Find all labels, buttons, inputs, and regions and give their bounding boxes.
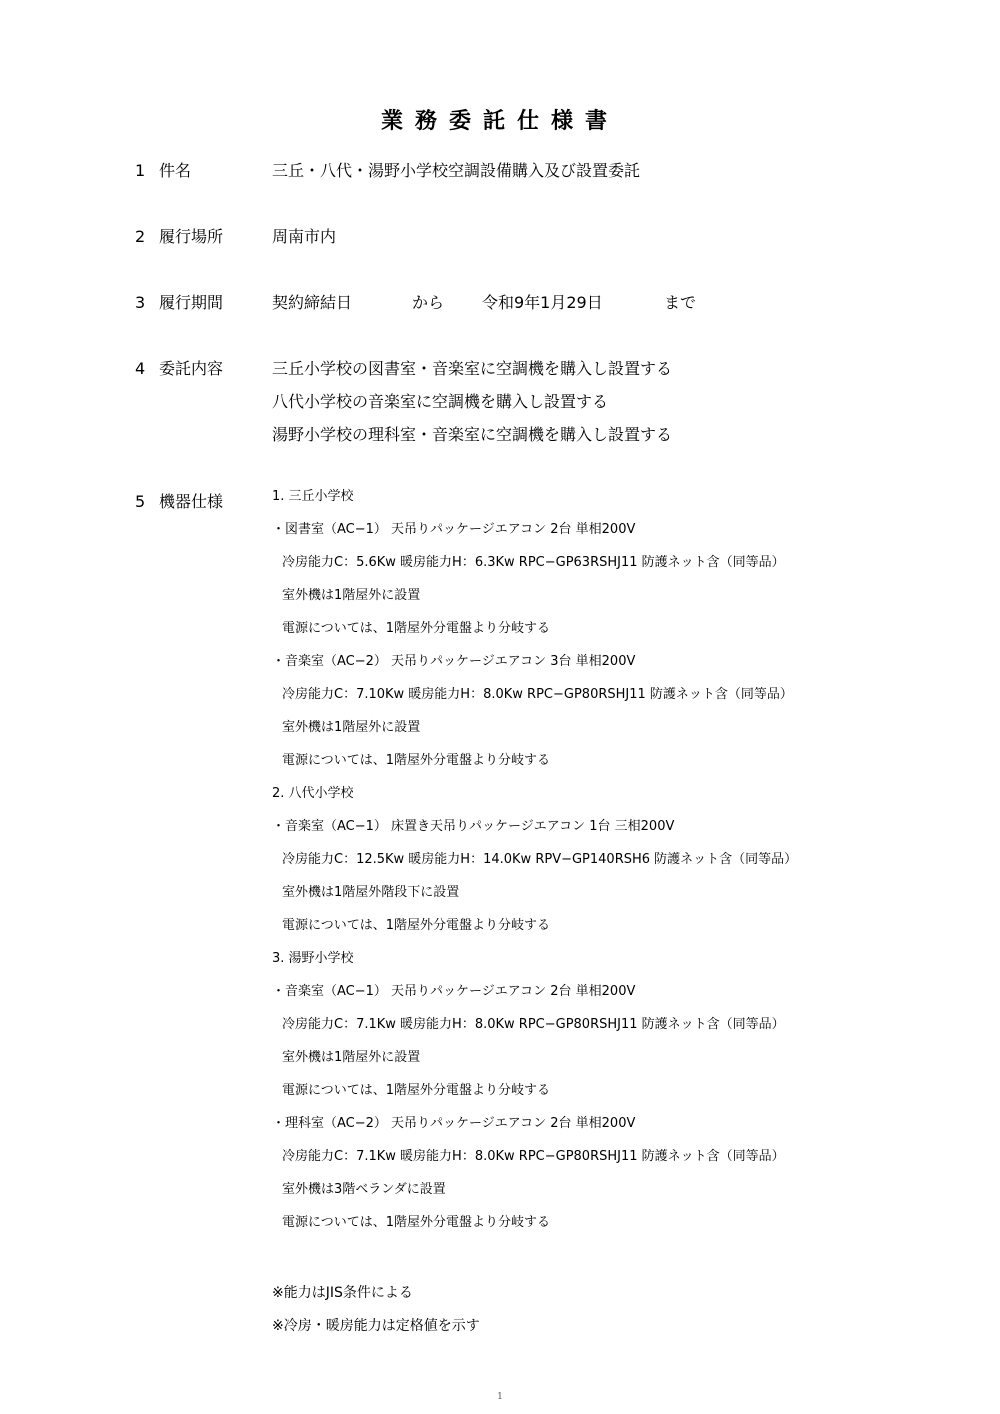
subject-value: 三丘・八代・湯野小学校空調設備購入及び設置委託 xyxy=(272,161,641,180)
period-from: から xyxy=(412,293,445,312)
outdoor-unit-line: 室外機は3階ベランダに設置 xyxy=(282,1182,446,1197)
section-title: 機器仕様 xyxy=(159,492,224,511)
note-line: ※冷房・暖房能力は定格値を示す xyxy=(272,1318,480,1334)
school-heading: 3. 湯野小学校 xyxy=(272,951,354,966)
note-line: ※能力はJIS条件による xyxy=(272,1285,413,1301)
section-number: 2 xyxy=(135,227,146,246)
outdoor-unit-line: 室外機は1階屋外に設置 xyxy=(282,720,421,735)
section-number: 4 xyxy=(135,359,146,378)
room-spec: ・理科室（AC−2） 天吊りパッケージエアコン 2台 単相200V xyxy=(272,1116,636,1131)
section-title: 委託内容 xyxy=(159,359,224,378)
content-line: 三丘小学校の図書室・音楽室に空調機を購入し設置する xyxy=(272,359,673,378)
section-number: 5 xyxy=(135,492,146,511)
room-spec: ・音楽室（AC−1） 天吊りパッケージエアコン 2台 単相200V xyxy=(272,984,636,999)
power-line: 電源については、1階屋外分電盤より分岐する xyxy=(282,1215,551,1230)
section-2-label xyxy=(135,224,223,247)
period-value xyxy=(272,290,772,310)
period-start: 契約締結日 xyxy=(272,293,353,312)
school-heading: 1. 三丘小学校 xyxy=(272,489,354,504)
power-line: 電源については、1階屋外分電盤より分岐する xyxy=(282,621,551,636)
power-line: 電源については、1階屋外分電盤より分岐する xyxy=(282,753,551,768)
room-spec: ・音楽室（AC−1） 床置き天吊りパッケージエアコン 1台 三相200V xyxy=(272,819,675,834)
section-1-label xyxy=(135,158,191,181)
section-number: 1 xyxy=(135,161,146,180)
capacity-line: 冷房能力C：12.5Kw 暖房能力H：14.0Kw RPV−GP140RSH6 防護ネット含（同等品） xyxy=(282,852,798,867)
power-line: 電源については、1階屋外分電盤より分岐する xyxy=(282,1083,551,1098)
section-title: 履行場所 xyxy=(159,227,224,246)
section-number: 3 xyxy=(135,293,146,312)
content-line: 八代小学校の音楽室に空調機を購入し設置する xyxy=(272,392,609,411)
outdoor-unit-line: 室外機は1階屋外に設置 xyxy=(282,1050,421,1065)
school-heading: 2. 八代小学校 xyxy=(272,786,354,801)
outdoor-unit-line: 室外機は1階屋外階段下に設置 xyxy=(282,885,460,900)
capacity-line: 冷房能力C：5.6Kw 暖房能力H：6.3Kw RPC−GP63RSHJ11 防護ネット含（同等品） xyxy=(282,555,785,570)
capacity-line: 冷房能力C：7.1Kw 暖房能力H：8.0Kw RPC−GP80RSHJ11 防護ネット含（同等品） xyxy=(282,1149,785,1164)
section-5-label xyxy=(135,489,223,512)
document-title: 業務委託仕様書 xyxy=(380,109,619,134)
content-line: 湯野小学校の理科室・音楽室に空調機を購入し設置する xyxy=(272,425,673,444)
section-4-label xyxy=(135,356,223,379)
room-spec: ・図書室（AC−1） 天吊りパッケージエアコン 2台 単相200V xyxy=(272,522,636,537)
location-value: 周南市内 xyxy=(272,227,337,246)
capacity-line: 冷房能力C：7.10Kw 暖房能力H：8.0Kw RPC−GP80RSHJ11 防護ネット含（同等品） xyxy=(282,687,793,702)
page-number: 1 xyxy=(497,1392,503,1402)
section-title: 履行期間 xyxy=(159,293,224,312)
period-end-date: 令和9年1月29日 xyxy=(482,293,603,312)
section-title: 件名 xyxy=(159,161,192,180)
power-line: 電源については、1階屋外分電盤より分岐する xyxy=(282,918,551,933)
period-until: まで xyxy=(664,293,697,312)
room-spec: ・音楽室（AC−2） 天吊りパッケージエアコン 3台 単相200V xyxy=(272,654,636,669)
outdoor-unit-line: 室外機は1階屋外に設置 xyxy=(282,588,421,603)
section-3-label xyxy=(135,290,223,313)
capacity-line: 冷房能力C：7.1Kw 暖房能力H：8.0Kw RPC−GP80RSHJ11 防護ネット含（同等品） xyxy=(282,1017,785,1032)
